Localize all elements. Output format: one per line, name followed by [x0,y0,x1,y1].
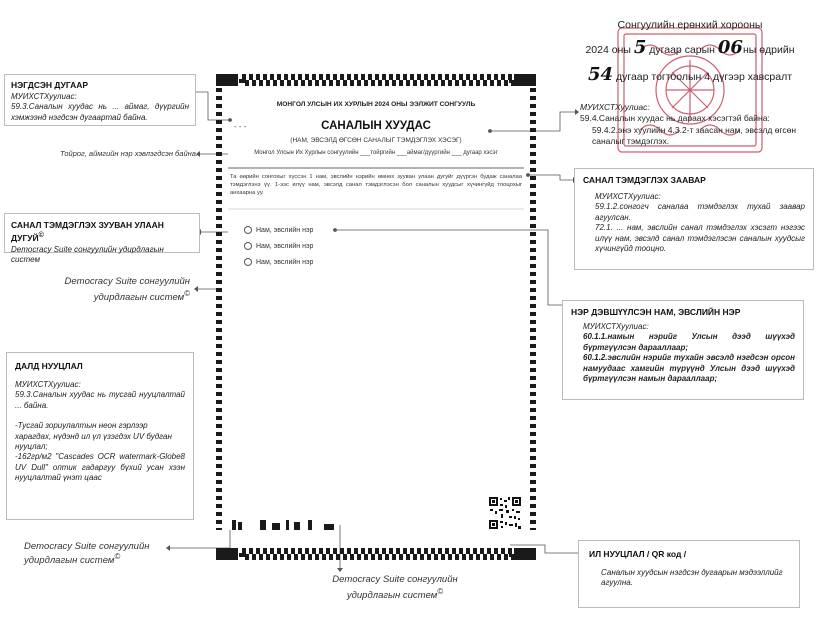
ballot-timing-marks [216,74,536,564]
vote-oval[interactable] [244,242,252,250]
ds-label-middle-line1: Democracy Suite сонгуулийн [64,276,190,287]
instruction-text-2: 72.1. ... нам, эвслийн санал тэмдэглэх хэсэгт нэгээс илүү нам, эвсэлд санал тэмдэглэсэн саналын хуудсыг хүчингүйд тооцно. [595,223,805,253]
resolution-line-2 [560,34,820,61]
nominee-title: НЭР ДЭВШҮҮЛСЭН НАМ, ЭВСЛИЙН НЭР [571,307,741,317]
vote-oval[interactable] [244,258,252,266]
resolution-day-label: ны өдрийн [742,43,795,56]
qr-security-box [578,540,800,608]
ds-label-bottom-left-text: Democracy Suite сонгуулийн удирдлагын систем [24,541,150,567]
serial-law: МУИХСТХуулиас: [11,92,77,102]
district-line: Монгол Улсын Их Хурлын сонгуулийн ___тойргийн ___аймаг/дүүргийн ___ дугаар хэсэг [254,150,498,156]
ds-label-bottom-center-line1: Democracy Suite сонгуулийн [332,574,458,585]
resolution-line-3 [560,61,820,88]
ds-label-bottom-left [24,541,170,566]
ballot-subtitle: (НАМ, ЭВСЭЛД ӨГСӨН САНАЛЫГ ТЭМДЭГЛЭХ ХЭСЭГ) [290,137,462,144]
ds-label-middle-line2 [30,289,190,305]
ds-copyright: © [114,552,121,561]
instruction-law: МУИХСТХуулиас: [595,192,661,202]
ds-label-bottom-center [310,574,480,603]
serial-title: НЭГДСЭН ДУГААР [11,80,89,90]
title-req-line-1: 59.4.Саналын хуудас нь дараах хэсэгтэй байна: [580,113,770,124]
resolution-month: 5 [633,36,647,58]
party-name: Нам, эвслийн нэр [256,258,314,266]
party-option-1[interactable] [244,226,313,234]
party-name: Нам, эвслийн нэр [256,242,314,250]
resolution-annex: дугаар тогтоолын 4 дүгээр хавсралт [615,70,793,83]
oval-title [11,220,193,244]
serial-number-box [4,74,196,126]
title-req-law: МУИХСТХуулиас: [580,102,650,112]
serial-text: 59.3.Саналын хуудас нь ... аймаг, дүүргийн хэмжээнд нэгдсэн дугаартай байна. [11,102,189,122]
ballot-instruction: Та өөрийн сонгохыг хүссэн 1 нам, эвслийн нэрийн өмнөх зууван улаан дугуйг дүүргэн будаж саналаа тэмдэглэнэ үү. 1-ээс илүү нам, эвсэлд санал тэмдэглэсэн бол саналын хуудсыг хүчингүйд тооцохыг анхаарна уу. [230,174,522,196]
party-name: Нам, эвслийн нэр [256,226,314,234]
security-title: ДАЛД НУУЦЛАЛ [15,361,83,371]
resolution-header [560,18,820,88]
ds-label-bottom-center-text: удирдлагын систем [346,589,438,601]
oval-subtitle: Democracy Suite сонгуулийн удирдлагын систем [11,244,164,265]
resolution-number: 54 [587,63,614,85]
oval-title-text: САНАЛ ТЭМДЭГЛЭХ ЗУУВАН УЛААН ДУГУЙ [11,220,164,243]
nominee-box [562,300,804,400]
nominee-law: МУИХСТХуулиас: [583,322,649,332]
ds-label-bottom-center-line2 [310,587,480,603]
resolution-line-1: Сонгуулийн ерөнхий хорооны [617,19,763,31]
resolution-month-label: дугаар сарын [649,43,715,56]
ds-copyright: © [184,288,190,298]
title-requirement [580,102,815,148]
instruction-title: САНАЛ ТЭМДЭГЛЭХ ЗААВАР [583,175,706,185]
resolution-year: 2024 оны [585,43,631,56]
qr-title: ИЛ НУУЦЛАЛ / QR код / [589,549,687,559]
security-note-2: -162гр/м2 "Cascades OCR watermark-Globe8 UV Dull" оптик гадаргуу бүхий усан хээн нууцлалтай үнэт цаас [15,452,185,483]
nominee-text-1: 60.1.1.намын нэрийг Улсын дээд шүүхэд бүртгүүлсэн дарааллаар; [583,332,795,352]
security-text: 59.3.Саналын хуудас нь тусгай нууцлалтай ... байна. [15,390,185,410]
nominee-text-2: 60.1.2.эвслийн нэрийг тухайн эвсэлд нэгдсэн орсон намуудаас хамгийн түрүүнд Улсын дээд шүүхэд бүртгүүлсэн намын дарааллаар; [583,353,795,383]
ds-copyright: © [437,586,444,596]
instruction-box [574,168,814,270]
oval-copyright: © [38,231,44,240]
party-option-3[interactable] [244,258,313,266]
serial-dash-mark: - - - [234,122,247,131]
ballot-title: САНАЛЫН ХУУДАС [321,120,431,132]
security-law: МУИХСТХуулиас: [15,380,81,390]
ds-label-middle [30,276,190,305]
ballot-sheet [216,74,536,564]
oval-box [4,213,200,265]
ds-label-middle-text: удирдлагын систем [93,291,185,303]
vote-oval[interactable] [244,226,252,234]
party-option-2[interactable] [244,242,313,250]
resolution-day: 06 [717,36,743,58]
instruction-text-1: 59.1.2.сонгогч саналаа тэмдэглэх тухай заавар агуулсан. [595,202,805,222]
ballot-header: МОНГОЛ УЛСЫН ИХ ХУРЛЫН 2024 ОНЫ ЭЭЛЖИТ СОНГУУЛЬ [276,101,476,108]
security-note-1: -Тусгай зориулалтын неон гэрлээр харагдах, нүдэнд ил үл үзэгдэх UV будган нууцлал; [15,421,172,451]
stamp-note: Тойрог, аймгийн нэр хэвлэгдсэн байна. [60,149,198,158]
title-req-line-2: 59.4.2.энэ хуулийн 4.3.2-т заасан нам, эвсэлд өгсөн саналыг тэмдэглэх. [592,124,797,147]
hidden-security-box [6,352,194,520]
qr-text: Саналын хуудсын нэгдсэн дугаарын мэдээллийг агуулна. [601,568,783,588]
qr-code [488,496,522,530]
